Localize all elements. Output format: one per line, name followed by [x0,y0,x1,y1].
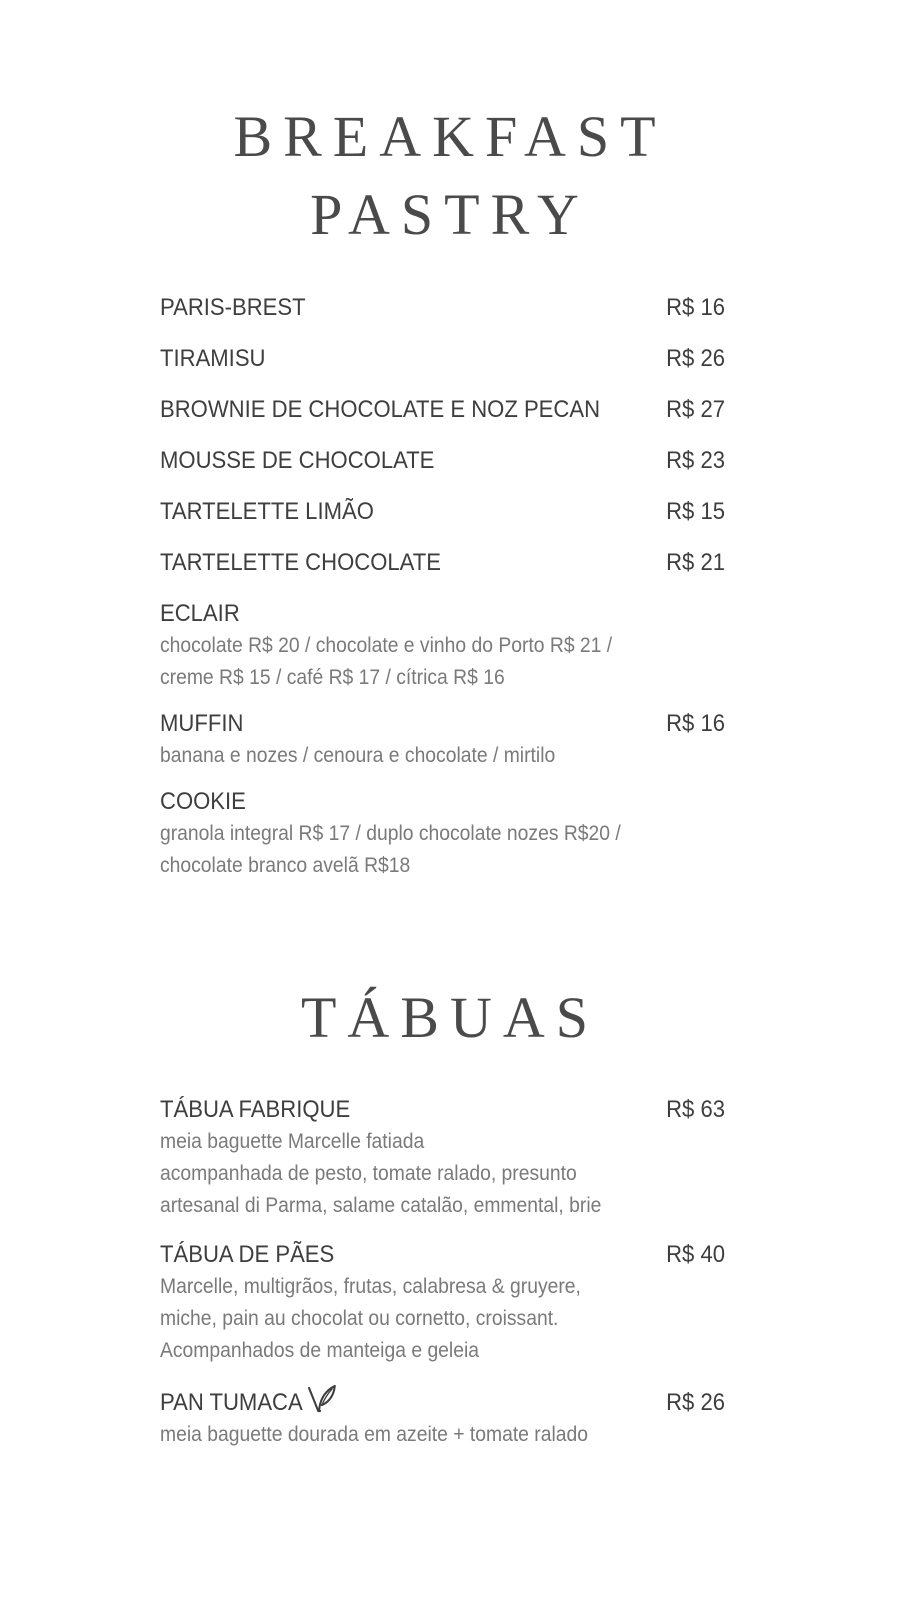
item-price: R$ 27 [666,396,726,423]
tabuas-list [160,1094,725,1468]
item-description: Marcelle, multigrãos, frutas, calabresa & gruyere, [160,1275,581,1298]
item-price: R$ 26 [666,345,726,372]
menu-item [160,1239,725,1367]
menu-item [160,1094,725,1222]
title-line: TÁBUAS [300,985,600,1050]
breakfast-pastry-list [160,292,725,896]
item-name: COOKIE [160,788,246,815]
item-description: chocolate branco avelã R$18 [160,854,411,877]
item-name: TÁBUA DE PÃES [160,1241,335,1268]
item-price: R$ 40 [666,1241,726,1268]
section-title-tabuas [0,985,900,1050]
section-title-breakfast-pastry [0,98,900,254]
item-description: acompanhada de pesto, tomate ralado, presunto [160,1162,577,1185]
menu-item [160,496,725,528]
item-description: meia baguette dourada em azeite + tomate ralado [160,1423,589,1446]
item-description: Acompanhados de manteiga e geleia [160,1339,480,1362]
menu-item [160,1384,725,1451]
item-price: R$ 26 [666,1389,726,1416]
item-description: meia baguette Marcelle fatiada [160,1130,425,1153]
menu-item [160,598,725,694]
item-description: banana e nozes / cenoura e chocolate / mirtilo [160,744,556,767]
item-name: MOUSSE DE CHOCOLATE [160,447,435,474]
item-name: TARTELETTE CHOCOLATE [160,549,441,576]
item-price: R$ 23 [666,447,726,474]
item-name: ECLAIR [160,600,240,627]
item-name: PAN TUMACA [160,1389,303,1416]
vegan-leaf-icon [306,1384,337,1414]
menu-item [160,786,725,882]
item-price: R$ 21 [666,549,726,576]
item-name: MUFFIN [160,710,244,737]
menu-item [160,343,725,375]
menu-item [160,292,725,324]
item-description: granola integral R$ 17 / duplo chocolate nozes R$20 / [160,822,621,845]
item-description: miche, pain au chocolat ou cornetto, croissant. [160,1307,559,1330]
item-name-wrap [160,1384,338,1419]
item-price: R$ 63 [666,1096,726,1123]
title-line: BREAKFAST [233,104,667,169]
item-description: creme R$ 15 / café R$ 17 / cítrica R$ 16 [160,666,505,689]
item-description: chocolate R$ 20 / chocolate e vinho do Porto R$ 21 / [160,634,613,657]
item-price: R$ 16 [666,294,726,321]
menu-item [160,445,725,477]
item-price: R$ 15 [666,498,726,525]
menu-item [160,394,725,426]
item-name: BROWNIE DE CHOCOLATE E NOZ PECAN [160,396,601,423]
menu-item [160,547,725,579]
item-name: PARIS-BREST [160,294,306,321]
item-description: artesanal di Parma, salame catalão, emmental, brie [160,1194,602,1217]
title-line: PASTRY [310,182,590,247]
item-name: TARTELETTE LIMÃO [160,498,374,525]
item-price: R$ 16 [666,710,726,737]
menu-item [160,708,725,772]
item-name: TÁBUA FABRIQUE [160,1096,351,1123]
item-name: TIRAMISU [160,345,266,372]
